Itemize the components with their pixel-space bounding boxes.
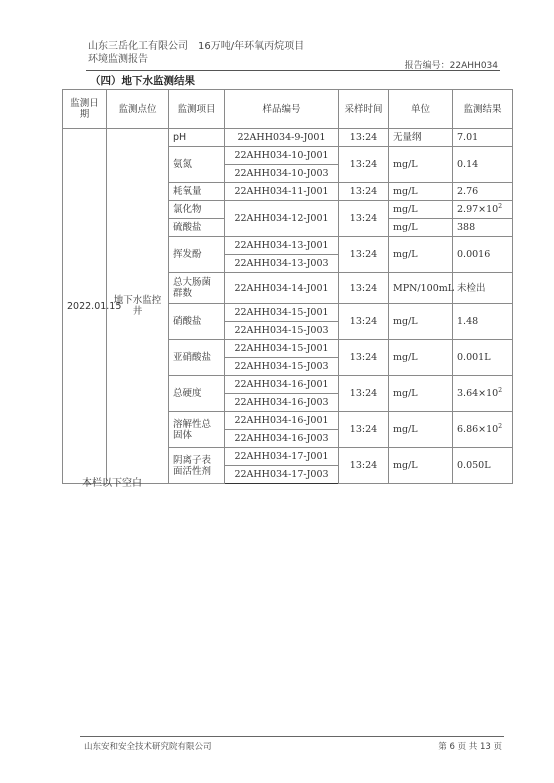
cell-sample: 22AHH034-16-J001 bbox=[225, 412, 339, 430]
cell-item: 总硬度 bbox=[169, 376, 225, 412]
cell-result: 1.48 bbox=[453, 304, 513, 340]
header-item: 监测项目 bbox=[169, 90, 225, 129]
cell-item: 挥发酚 bbox=[169, 237, 225, 273]
cell-time: 13:24 bbox=[339, 376, 389, 412]
cell-unit: mg/L bbox=[389, 201, 453, 219]
result-value: 3.64×10 bbox=[457, 388, 499, 399]
header-sample: 样品编号 bbox=[225, 90, 339, 129]
cell-unit: mg/L bbox=[389, 376, 453, 412]
cell-time: 13:24 bbox=[339, 237, 389, 273]
footer-page-number: 第 6 页 共 13 页 bbox=[438, 742, 502, 752]
cell-sample: 22AHH034-15-J001 bbox=[225, 304, 339, 322]
footer-institute: 山东安和安全技术研究院有限公司 bbox=[84, 742, 212, 752]
cell-site: 地下水监控井 bbox=[107, 129, 169, 484]
result-value: 2.97×10 bbox=[457, 204, 499, 215]
cell-sample: 22AHH034-16-J003 bbox=[225, 430, 339, 448]
page-header bbox=[88, 40, 304, 66]
section-title: （四）地下水监测结果 bbox=[90, 75, 195, 87]
cell-time: 13:24 bbox=[339, 448, 389, 484]
cell-unit: mg/L bbox=[389, 412, 453, 448]
cell-item: pH bbox=[169, 129, 225, 147]
cell-sample: 22AHH034-13-J001 bbox=[225, 237, 339, 255]
cell-time: 13:24 bbox=[339, 183, 389, 201]
cell-unit: mg/L bbox=[389, 340, 453, 376]
cell-unit: mg/L bbox=[389, 448, 453, 484]
header-divider bbox=[86, 70, 500, 71]
cell-unit: mg/L bbox=[389, 183, 453, 201]
cell-item: 硫酸盐 bbox=[169, 219, 225, 237]
header-report-number: 报告编号：22AHH034 bbox=[404, 61, 498, 71]
cell-sample: 22AHH034-14-J001 bbox=[225, 273, 339, 304]
cell-sample: 22AHH034-9-J001 bbox=[225, 129, 339, 147]
cell-item: 耗氧量 bbox=[169, 183, 225, 201]
cell-unit: mg/L bbox=[389, 219, 453, 237]
cell-item: 氨氮 bbox=[169, 147, 225, 183]
cell-sample: 22AHH034-12-J001 bbox=[225, 201, 339, 237]
cell-item: 氯化物 bbox=[169, 201, 225, 219]
cell-item: 硝酸盐 bbox=[169, 304, 225, 340]
cell-sample: 22AHH034-13-J003 bbox=[225, 255, 339, 273]
cell-result: 2.76 bbox=[453, 183, 513, 201]
groundwater-results-table bbox=[62, 89, 513, 484]
cell-time: 13:24 bbox=[339, 201, 389, 237]
cell-sample: 22AHH034-15-J003 bbox=[225, 322, 339, 340]
header-company-project: 山东三岳化工有限公司 16万吨/年环氧丙烷项目 bbox=[88, 41, 305, 52]
result-value: 6.86×10 bbox=[457, 424, 499, 435]
cell-result: 0.050L bbox=[453, 448, 513, 484]
cell-sample: 22AHH034-17-J001 bbox=[225, 448, 339, 466]
header-site: 监测点位 bbox=[107, 90, 169, 129]
cell-sample: 22AHH034-11-J001 bbox=[225, 183, 339, 201]
header-result: 监测结果 bbox=[453, 90, 513, 129]
cell-sample: 22AHH034-10-J003 bbox=[225, 165, 339, 183]
cell-result bbox=[453, 376, 513, 412]
cell-sample: 22AHH034-17-J003 bbox=[225, 466, 339, 484]
cell-result: 未检出 bbox=[453, 273, 513, 304]
cell-result: 0.001L bbox=[453, 340, 513, 376]
cell-result: 388 bbox=[453, 219, 513, 237]
cell-item: 溶解性总固体 bbox=[169, 412, 225, 448]
result-exponent: 2 bbox=[498, 386, 503, 394]
header-time: 采样时间 bbox=[339, 90, 389, 129]
header-date: 监测日期 bbox=[63, 90, 107, 129]
cell-time: 13:24 bbox=[339, 304, 389, 340]
result-exponent: 2 bbox=[498, 422, 503, 430]
cell-result bbox=[453, 412, 513, 448]
cell-result: 0.14 bbox=[453, 147, 513, 183]
cell-time: 13:24 bbox=[339, 340, 389, 376]
cell-item: 阴离子表面活性剂 bbox=[169, 448, 225, 484]
cell-date: 2022.01.15 bbox=[63, 129, 107, 484]
cell-result: 7.01 bbox=[453, 129, 513, 147]
cell-result bbox=[453, 201, 513, 219]
cell-unit: mg/L bbox=[389, 147, 453, 183]
cell-unit: MPN/100mL bbox=[389, 273, 453, 304]
cell-sample: 22AHH034-15-J003 bbox=[225, 358, 339, 376]
cell-sample: 22AHH034-16-J001 bbox=[225, 376, 339, 394]
cell-item: 总大肠菌群数 bbox=[169, 273, 225, 304]
table-row bbox=[63, 129, 513, 147]
header-report-type: 环境监测报告 bbox=[88, 54, 148, 65]
header-unit: 单位 bbox=[389, 90, 453, 129]
cell-unit: mg/L bbox=[389, 237, 453, 273]
cell-unit: 无量纲 bbox=[389, 129, 453, 147]
cell-time: 13:24 bbox=[339, 147, 389, 183]
cell-item: 亚硝酸盐 bbox=[169, 340, 225, 376]
table-header-row bbox=[63, 90, 513, 129]
cell-sample: 22AHH034-10-J001 bbox=[225, 147, 339, 165]
cell-time: 13:24 bbox=[339, 129, 389, 147]
cell-time: 13:24 bbox=[339, 273, 389, 304]
cell-time: 13:24 bbox=[339, 412, 389, 448]
cell-sample: 22AHH034-16-J003 bbox=[225, 394, 339, 412]
cell-unit: mg/L bbox=[389, 304, 453, 340]
cell-sample: 22AHH034-15-J001 bbox=[225, 340, 339, 358]
blank-below-note: 本栏以下空白 bbox=[82, 478, 142, 489]
result-exponent: 2 bbox=[498, 202, 503, 210]
footer-divider bbox=[80, 736, 504, 737]
cell-result: 0.0016 bbox=[453, 237, 513, 273]
